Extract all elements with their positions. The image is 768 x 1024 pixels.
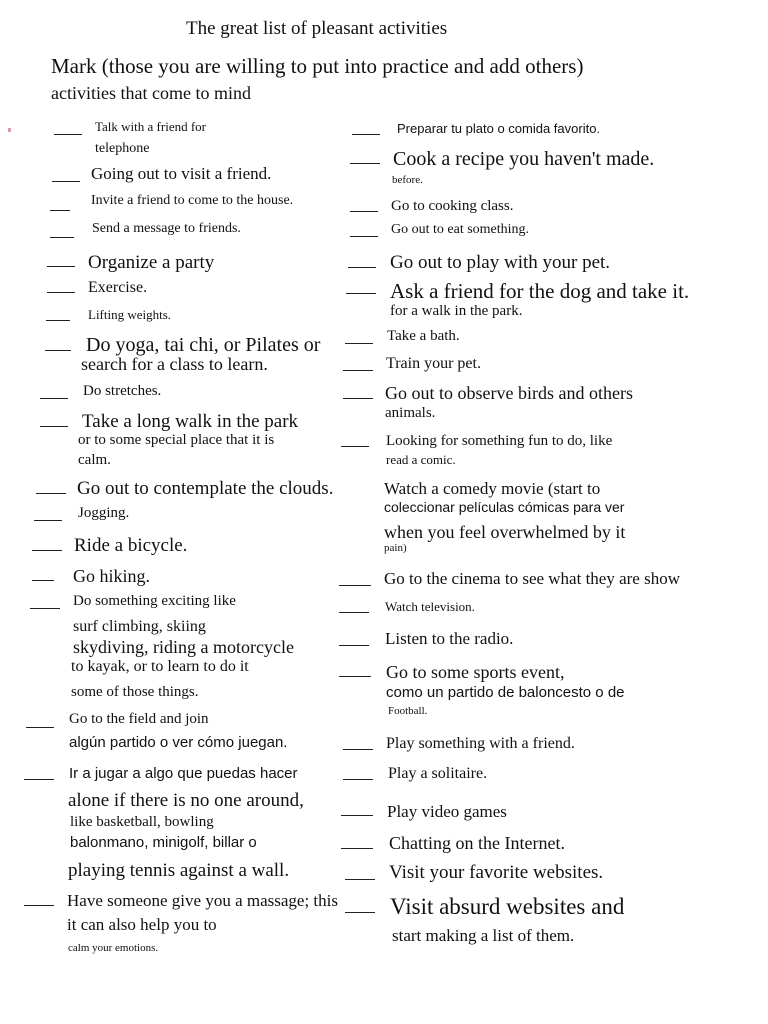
scan-speck <box>8 128 11 132</box>
checkbox-blank[interactable] <box>26 727 54 728</box>
activity-text: Go out to eat something. <box>391 222 530 237</box>
activity-text: Play something with a friend. <box>386 735 575 752</box>
activity-text: Train your pet. <box>386 355 481 372</box>
checkbox-blank[interactable] <box>32 550 62 551</box>
checkbox-blank[interactable] <box>54 134 82 135</box>
activity-text: Watch television. <box>385 599 475 614</box>
activity-text: Go hiking. <box>73 566 151 586</box>
page-title: The great list of pleasant activities <box>186 18 448 39</box>
checkbox-blank[interactable] <box>30 608 60 609</box>
checkbox-blank[interactable] <box>339 585 371 586</box>
activity-text: Going out to visit a friend. <box>91 164 272 183</box>
checkbox-blank[interactable] <box>47 292 75 293</box>
checkbox-blank[interactable] <box>343 370 373 371</box>
activity-text: Send a message to friends. <box>92 221 241 236</box>
activity-text: start making a list of them. <box>392 926 575 945</box>
activity-text: Go out to contemplate the clouds. <box>77 478 334 499</box>
activity-text: telephone <box>95 141 150 156</box>
activity-text: animals. <box>385 405 436 421</box>
activity-text: pain) <box>384 542 407 554</box>
checkbox-blank[interactable] <box>45 350 71 351</box>
activity-text: read a comic. <box>386 452 456 467</box>
activity-text: Go to some sports event, <box>386 662 565 682</box>
checkbox-blank[interactable] <box>52 181 80 182</box>
activity-text: Go to cooking class. <box>391 198 514 214</box>
activity-text: Invite a friend to come to the house. <box>91 193 294 208</box>
checkbox-blank[interactable] <box>345 912 375 913</box>
checkbox-blank[interactable] <box>352 134 380 135</box>
activity-text: some of those things. <box>71 684 199 700</box>
checkbox-blank[interactable] <box>350 236 378 237</box>
activity-text: playing tennis against a wall. <box>68 860 290 881</box>
activity-text: calm your emotions. <box>68 942 159 954</box>
intro-line-2: activities that come to mind <box>51 83 251 103</box>
checkbox-blank[interactable] <box>343 749 373 750</box>
activity-text: or to some special place that it is <box>78 432 275 448</box>
activity-text: Cook a recipe you haven't made. <box>393 148 655 170</box>
checkbox-blank[interactable] <box>350 211 378 212</box>
activity-text: coleccionar películas cómicas para ver <box>384 499 625 515</box>
activity-text: Go to the field and join <box>69 711 209 727</box>
activity-text: Jogging. <box>78 505 130 521</box>
activity-text: calm. <box>78 452 111 468</box>
activity-text: como un partido de baloncesto o de <box>386 684 625 701</box>
checkbox-blank[interactable] <box>24 779 54 780</box>
checkbox-blank[interactable] <box>40 398 68 399</box>
activity-text: Football. <box>388 705 428 717</box>
checkbox-blank[interactable] <box>341 446 369 447</box>
intro-line-1: Mark (those you are willing to put into practice and add others) <box>51 54 584 78</box>
activity-text: Play video games <box>387 802 507 821</box>
activity-text: search for a class to learn. <box>81 354 268 374</box>
activity-text: Watch a comedy movie (start to <box>384 479 601 498</box>
checkbox-blank[interactable] <box>350 163 380 164</box>
activity-text: balonmano, minigolf, billar o <box>70 834 257 851</box>
checkbox-blank[interactable] <box>32 580 54 581</box>
activity-text: Go to the cinema to see what they are show <box>384 569 680 588</box>
activity-text: to kayak, or to learn to do it <box>71 658 249 675</box>
activity-text: Ride a bicycle. <box>74 535 188 556</box>
activity-text: Organize a party <box>88 252 215 273</box>
checkbox-blank[interactable] <box>50 237 74 238</box>
activity-text: Chatting on the Internet. <box>389 833 565 853</box>
checkbox-blank[interactable] <box>341 848 373 849</box>
checkbox-blank[interactable] <box>46 320 70 321</box>
checkbox-blank[interactable] <box>345 343 373 344</box>
activity-text: Go out to play with your pet. <box>390 252 611 273</box>
activity-text: surf climbing, skiing <box>73 618 206 635</box>
checkbox-blank[interactable] <box>339 676 371 677</box>
activity-text: Preparar tu plato o comida favorito. <box>397 121 601 136</box>
checkbox-blank[interactable] <box>47 266 75 267</box>
activity-text: before. <box>392 174 423 186</box>
activity-text: Exercise. <box>88 279 148 296</box>
activity-text: Take a bath. <box>387 328 460 344</box>
checkbox-blank[interactable] <box>343 398 373 399</box>
checkbox-blank[interactable] <box>346 293 376 294</box>
checkbox-blank[interactable] <box>24 905 54 906</box>
activity-text: like basketball, bowling <box>70 814 214 830</box>
activity-text: Do stretches. <box>83 383 162 399</box>
activity-text: Ask a friend for the dog and take it. <box>390 279 690 303</box>
activity-text: Talk with a friend for <box>95 119 206 134</box>
activity-text: for a walk in the park. <box>390 303 523 319</box>
checkbox-blank[interactable] <box>50 210 70 211</box>
activity-text: Looking for something fun to do, like <box>386 433 613 449</box>
checkbox-blank[interactable] <box>34 520 62 521</box>
activity-text: skydiving, riding a motorcycle <box>73 637 294 657</box>
checkbox-blank[interactable] <box>40 426 68 427</box>
checkbox-blank[interactable] <box>36 493 66 494</box>
checkbox-blank[interactable] <box>345 879 375 880</box>
activity-text: Have someone give you a massage; this <box>67 891 338 910</box>
checkbox-blank[interactable] <box>339 612 369 613</box>
activity-text: it can also help you to <box>67 915 217 934</box>
checkbox-blank[interactable] <box>343 779 373 780</box>
activity-text: Ir a jugar a algo que puedas hacer <box>69 765 298 782</box>
activity-text: Go out to observe birds and others <box>385 383 633 403</box>
activity-text: alone if there is no one around, <box>68 790 304 811</box>
checkbox-blank[interactable] <box>341 815 373 816</box>
activity-text: Do yoga, tai chi, or Pilates or <box>86 334 321 356</box>
activity-text: Do something exciting like <box>73 593 236 609</box>
activity-text: Lifting weights. <box>88 307 172 322</box>
activity-text: Play a solitaire. <box>388 765 488 782</box>
activity-text: when you feel overwhelmed by it <box>384 522 626 542</box>
activity-text: Take a long walk in the park <box>82 411 299 432</box>
checkbox-blank[interactable] <box>339 645 369 646</box>
activity-text: Visit your favorite websites. <box>389 862 604 883</box>
activity-text: Listen to the radio. <box>385 629 514 648</box>
activity-text: algún partido o ver cómo juegan. <box>69 734 288 751</box>
activity-text: Visit absurd websites and <box>390 894 625 919</box>
checkbox-blank[interactable] <box>348 267 376 268</box>
